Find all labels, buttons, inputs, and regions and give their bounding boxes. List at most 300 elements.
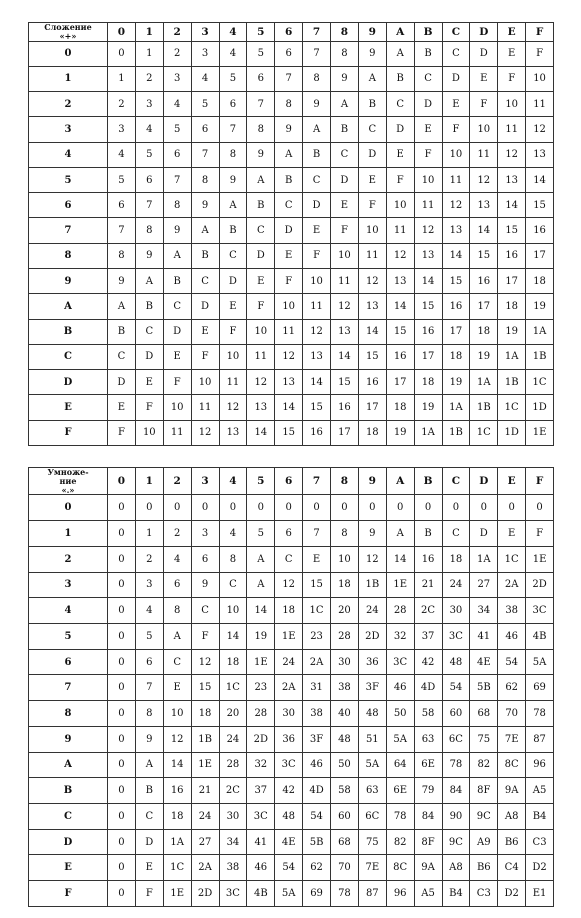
multiplication-cell: 41 [470,623,498,649]
addition-cell: 9 [108,268,136,293]
multiplication-cell: 12 [358,546,386,572]
addition-header-row [29,23,554,42]
addition-cell: 10 [358,218,386,243]
addition-column-header: 0 [108,23,136,42]
addition-cell: 11 [219,370,247,395]
multiplication-cell: C [135,804,163,830]
addition-cell: E [108,395,136,420]
table-row [29,804,554,830]
addition-cell: 16 [303,420,331,445]
multiplication-cell: 20 [331,598,359,624]
addition-column-header: 1 [135,23,163,42]
addition-row-header: F [29,420,108,445]
multiplication-cell: 6E [386,778,414,804]
addition-cell: F [275,268,303,293]
addition-cell: D [275,218,303,243]
addition-cell: C [386,92,414,117]
addition-cell: 8 [331,41,359,66]
multiplication-cell: 9A [414,855,442,881]
multiplication-row-header: 5 [29,623,108,649]
addition-cell: 18 [498,294,526,319]
addition-cell: B [163,268,191,293]
multiplication-cell: 48 [358,701,386,727]
multiplication-cell: 2D [191,881,219,907]
multiplication-cell: E [135,855,163,881]
addition-cell: E [386,142,414,167]
addition-cell: 16 [526,218,554,243]
multiplication-cell: 0 [331,495,359,521]
addition-cell: C [303,167,331,192]
multiplication-column-header: 7 [303,468,331,495]
multiplication-column-header: 1 [135,468,163,495]
multiplication-cell: 0 [414,495,442,521]
multiplication-cell: 2D [358,623,386,649]
multiplication-cell: 63 [414,726,442,752]
addition-cell: A [135,268,163,293]
addition-cell: E [247,268,275,293]
multiplication-cell: 27 [470,572,498,598]
multiplication-cell: 38 [331,675,359,701]
addition-row-header: B [29,319,108,344]
addition-cell: E [442,92,470,117]
multiplication-row-header: F [29,881,108,907]
addition-row-header: 6 [29,193,108,218]
multiplication-cell: B6 [498,829,526,855]
multiplication-cell: 28 [331,623,359,649]
multiplication-cell: D [135,829,163,855]
addition-cell: 2 [135,66,163,91]
multiplication-cell: 78 [386,804,414,830]
multiplication-cell: 8 [163,598,191,624]
multiplication-cell: 7 [303,521,331,547]
multiplication-cell: 5A [526,649,554,675]
table-row [29,268,554,293]
addition-cell: 12 [414,218,442,243]
multiplication-cell: 0 [358,495,386,521]
addition-cell: E [470,66,498,91]
addition-cell: 9 [358,41,386,66]
addition-cell: A [191,218,219,243]
multiplication-cell: 8 [219,546,247,572]
multiplication-cell: 1E [526,546,554,572]
addition-cell: 9 [303,92,331,117]
addition-cell: 11 [247,344,275,369]
addition-cell: 2 [108,92,136,117]
addition-cell: 15 [275,420,303,445]
addition-cell: D [135,344,163,369]
multiplication-row-header: 2 [29,546,108,572]
multiplication-cell: 14 [219,623,247,649]
multiplication-cell: 79 [414,778,442,804]
multiplication-cell: 24 [442,572,470,598]
multiplication-cell: 5B [470,675,498,701]
multiplication-cell: 1E [386,572,414,598]
addition-cell: 10 [275,294,303,319]
multiplication-cell: 0 [135,495,163,521]
multiplication-cell: 0 [108,881,136,907]
addition-row-header: D [29,370,108,395]
addition-cell: A [386,41,414,66]
addition-cell: 12 [303,319,331,344]
addition-cell: 1A [414,420,442,445]
multiplication-cell: C [163,649,191,675]
addition-cell: 13 [442,218,470,243]
multiplication-cell: 0 [108,855,136,881]
multiplication-cell: 23 [303,623,331,649]
multiplication-row-header: 3 [29,572,108,598]
multiplication-cell: 0 [108,829,136,855]
multiplication-cell: 12 [275,572,303,598]
addition-cell: 11 [331,268,359,293]
multiplication-cell: 9 [135,726,163,752]
multiplication-cell: 30 [275,701,303,727]
multiplication-cell: 68 [331,829,359,855]
multiplication-cell: 30 [219,804,247,830]
addition-column-header: B [414,23,442,42]
addition-cell: 11 [275,319,303,344]
multiplication-cell: 48 [275,804,303,830]
multiplication-cell: A [163,623,191,649]
addition-cell: 19 [470,344,498,369]
table-row [29,675,554,701]
multiplication-body [29,495,554,907]
addition-cell: 5 [247,41,275,66]
multiplication-row-header: B [29,778,108,804]
addition-cell: 18 [386,395,414,420]
multiplication-cell: 2A [191,855,219,881]
multiplication-cell: F [526,521,554,547]
addition-cell: F [135,395,163,420]
addition-cell: D [386,117,414,142]
multiplication-cell: 18 [331,572,359,598]
multiplication-cell: 30 [331,649,359,675]
addition-cell: 16 [414,319,442,344]
multiplication-cell: 24 [219,726,247,752]
multiplication-cell: 0 [442,495,470,521]
table-row [29,92,554,117]
addition-cell: 10 [386,193,414,218]
addition-cell: 15 [442,268,470,293]
addition-cell: F [442,117,470,142]
multiplication-cell: 0 [219,495,247,521]
addition-cell: D [247,243,275,268]
multiplication-column-header: 3 [191,468,219,495]
multiplication-cell: 1E [163,881,191,907]
multiplication-cell: 51 [358,726,386,752]
addition-cell: 7 [303,41,331,66]
addition-cell: 16 [358,370,386,395]
multiplication-cell: 0 [108,649,136,675]
table-row [29,572,554,598]
multiplication-cell: 78 [442,752,470,778]
addition-cell: 14 [386,294,414,319]
multiplication-cell: 0 [191,495,219,521]
addition-column-header: 7 [303,23,331,42]
addition-cell: 11 [386,218,414,243]
multiplication-cell: 32 [386,623,414,649]
addition-column-header: 8 [331,23,359,42]
addition-cell: 4 [191,66,219,91]
addition-row-header: C [29,344,108,369]
multiplication-cell: 28 [247,701,275,727]
addition-cell: D [470,41,498,66]
multiplication-cell: 7E [358,855,386,881]
addition-cell: A [358,66,386,91]
multiplication-cell: 8 [135,701,163,727]
addition-row-header: E [29,395,108,420]
table-row [29,521,554,547]
multiplication-cell: 8F [470,778,498,804]
multiplication-corner-label: Умноже- ние «.» [29,468,108,495]
addition-cell: D [163,319,191,344]
multiplication-cell: 4 [135,598,163,624]
multiplication-cell: 2A [498,572,526,598]
addition-cell: 16 [442,294,470,319]
addition-cell: B [275,167,303,192]
addition-cell: 8 [191,167,219,192]
multiplication-row-header: 1 [29,521,108,547]
addition-cell: 16 [470,268,498,293]
multiplication-cell: 69 [526,675,554,701]
multiplication-cell: C4 [498,855,526,881]
multiplication-cell: 4 [163,546,191,572]
table-row [29,193,554,218]
multiplication-cell: 4B [526,623,554,649]
table-row [29,319,554,344]
multiplication-cell: 6 [135,649,163,675]
multiplication-cell: 6 [191,546,219,572]
multiplication-cell: 4D [414,675,442,701]
addition-column-header: C [442,23,470,42]
multiplication-cell: 0 [108,804,136,830]
multiplication-cell: 54 [303,804,331,830]
addition-cell: C [442,41,470,66]
addition-cell: 4 [219,41,247,66]
multiplication-cell: B4 [442,881,470,907]
addition-cell: 12 [191,420,219,445]
addition-cell: 18 [358,420,386,445]
addition-cell: B [331,117,359,142]
addition-cell: 7 [247,92,275,117]
addition-cell: F [191,344,219,369]
multiplication-cell: 42 [275,778,303,804]
multiplication-cell: 84 [442,778,470,804]
multiplication-cell: 9 [191,572,219,598]
addition-cell: 7 [275,66,303,91]
multiplication-cell: 5 [247,521,275,547]
addition-cell: 1 [135,41,163,66]
multiplication-cell: 1A [163,829,191,855]
multiplication-cell: E1 [526,881,554,907]
multiplication-cell: 15 [191,675,219,701]
addition-cell: C [331,142,359,167]
addition-cell: C [163,294,191,319]
multiplication-cell: A8 [498,804,526,830]
addition-cell: B [219,218,247,243]
multiplication-cell: 6C [442,726,470,752]
multiplication-cell: 0 [108,572,136,598]
multiplication-column-header: 4 [219,468,247,495]
addition-cell: 6 [135,167,163,192]
multiplication-cell: D2 [526,855,554,881]
multiplication-cell: 0 [108,778,136,804]
multiplication-cell: 28 [386,598,414,624]
multiplication-cell: 24 [358,598,386,624]
addition-cell: D [219,268,247,293]
multiplication-cell: A8 [442,855,470,881]
addition-cell: 14 [470,218,498,243]
addition-cell: F [498,66,526,91]
multiplication-cell: 38 [303,701,331,727]
addition-column-header: 2 [163,23,191,42]
addition-cell: 17 [331,420,359,445]
addition-cell: B [108,319,136,344]
multiplication-cell: 4B [247,881,275,907]
multiplication-row-header: 0 [29,495,108,521]
table-row [29,881,554,907]
addition-cell: D [331,167,359,192]
multiplication-cell: 78 [526,701,554,727]
multiplication-cell: 18 [275,598,303,624]
addition-cell: 19 [498,319,526,344]
addition-body [29,41,554,445]
table-row [29,395,554,420]
multiplication-cell: C [219,572,247,598]
multiplication-cell: F [191,623,219,649]
multiplication-cell: 0 [108,546,136,572]
multiplication-cell: 0 [108,623,136,649]
multiplication-cell: 34 [219,829,247,855]
multiplication-cell: 24 [191,804,219,830]
multiplication-cell: 0 [303,495,331,521]
multiplication-cell: 75 [358,829,386,855]
multiplication-cell: A5 [414,881,442,907]
multiplication-cell: 3F [303,726,331,752]
multiplication-table [28,467,554,907]
multiplication-cell: 3C [442,623,470,649]
addition-cell: 11 [414,193,442,218]
multiplication-cell: 90 [442,804,470,830]
multiplication-cell: 1A [470,546,498,572]
multiplication-cell: 1C [219,675,247,701]
addition-cell: 13 [526,142,554,167]
addition-cell: 10 [303,268,331,293]
addition-cell: B [358,92,386,117]
multiplication-cell: 18 [191,701,219,727]
addition-cell: 3 [108,117,136,142]
addition-cell: E [163,344,191,369]
addition-cell: A [275,142,303,167]
multiplication-cell: 8C [386,855,414,881]
addition-cell: F [303,243,331,268]
multiplication-cell: 1E [275,623,303,649]
multiplication-column-header: F [526,468,554,495]
multiplication-cell: C3 [470,881,498,907]
table-row [29,778,554,804]
multiplication-cell: 2D [526,572,554,598]
multiplication-cell: 38 [498,598,526,624]
addition-cell: 6 [108,193,136,218]
multiplication-cell: 0 [275,495,303,521]
addition-cell: 9 [219,167,247,192]
addition-cell: 12 [219,395,247,420]
multiplication-row-header: 7 [29,675,108,701]
multiplication-cell: 0 [498,495,526,521]
addition-cell: 12 [526,117,554,142]
addition-cell: 1A [470,370,498,395]
addition-cell: 15 [526,193,554,218]
table-row [29,546,554,572]
addition-row-header: 1 [29,66,108,91]
multiplication-cell: 50 [331,752,359,778]
multiplication-cell: B4 [526,804,554,830]
multiplication-cell: 3C [219,881,247,907]
multiplication-cell: 0 [108,752,136,778]
multiplication-cell: 68 [470,701,498,727]
addition-cell: 11 [498,117,526,142]
multiplication-cell: 41 [247,829,275,855]
addition-column-header: 4 [219,23,247,42]
multiplication-cell: 46 [247,855,275,881]
addition-cell: 18 [470,319,498,344]
multiplication-cell: 70 [331,855,359,881]
multiplication-cell: 6C [358,804,386,830]
multiplication-cell: 58 [331,778,359,804]
addition-cell: 11 [470,142,498,167]
multiplication-column-header: 6 [275,468,303,495]
addition-column-header: E [498,23,526,42]
addition-cell: F [414,142,442,167]
multiplication-cell: 2 [135,546,163,572]
multiplication-cell: 40 [331,701,359,727]
addition-cell: 6 [275,41,303,66]
addition-cell: C [358,117,386,142]
addition-cell: E [498,41,526,66]
addition-cell: D [442,66,470,91]
multiplication-cell: 16 [414,546,442,572]
multiplication-cell: F [135,881,163,907]
addition-cell: 0 [108,41,136,66]
addition-cell: 13 [498,167,526,192]
multiplication-cell: 60 [442,701,470,727]
table-row [29,344,554,369]
multiplication-cell: 82 [386,829,414,855]
multiplication-cell: 5A [358,752,386,778]
multiplication-column-header: B [414,468,442,495]
addition-cell: 1C [498,395,526,420]
addition-row-header: A [29,294,108,319]
multiplication-cell: 1B [191,726,219,752]
table-row [29,701,554,727]
multiplication-cell: 21 [191,778,219,804]
multiplication-column-header: E [498,468,526,495]
multiplication-row-header: C [29,804,108,830]
addition-cell: 5 [135,142,163,167]
multiplication-cell: 18 [219,649,247,675]
addition-cell: 6 [163,142,191,167]
multiplication-column-header: 0 [108,468,136,495]
addition-cell: 14 [526,167,554,192]
multiplication-cell: 36 [358,649,386,675]
addition-cell: 12 [247,370,275,395]
multiplication-cell: C3 [526,829,554,855]
addition-cell: 1B [470,395,498,420]
table-row [29,370,554,395]
addition-cell: 7 [135,193,163,218]
multiplication-cell: 3C [526,598,554,624]
multiplication-column-header: 2 [163,468,191,495]
multiplication-cell: 8F [414,829,442,855]
